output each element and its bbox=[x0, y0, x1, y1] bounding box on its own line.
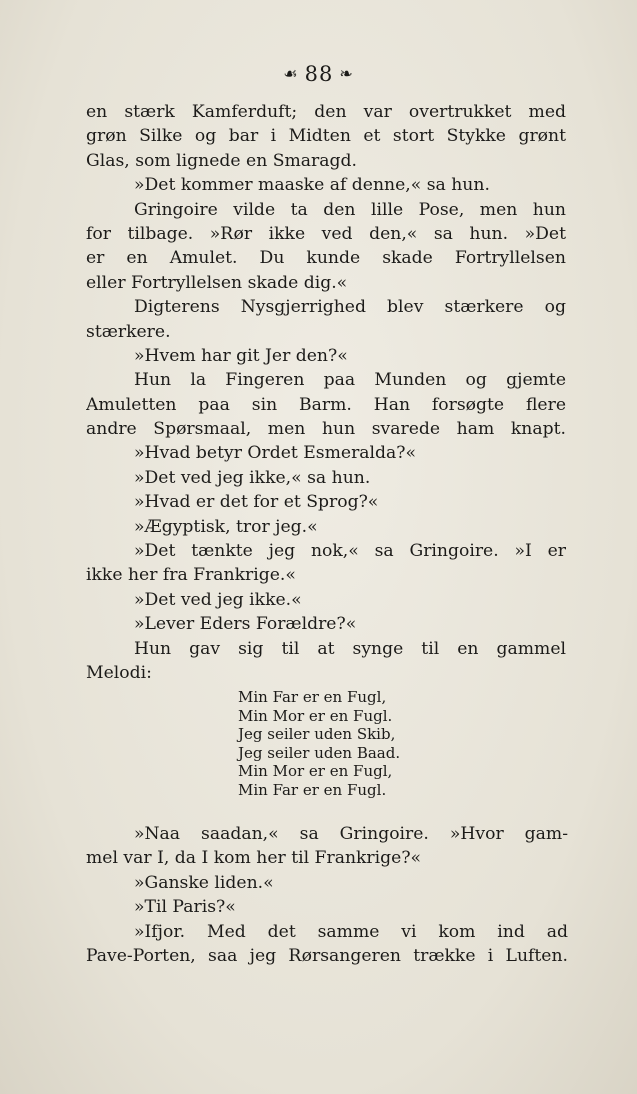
text-line: Melodi: bbox=[86, 662, 152, 683]
page-number: 88 bbox=[304, 62, 334, 86]
text-line: Pave-Porten, saa jeg Rørsangeren trække i Luften. bbox=[86, 945, 568, 966]
text-line: andre Spørsmaal, men hun svarede ham knapt. bbox=[86, 419, 566, 440]
text-line: for tilbage. »Rør ikke ved den,« sa hun. »Det bbox=[86, 223, 566, 244]
poem-line: Min Mor er en Fugl, bbox=[238, 762, 393, 781]
text-line: »Hvad betyr Ordet Esmeralda?« bbox=[134, 443, 417, 464]
text-line: »Det ved jeg ikke,« sa hun. bbox=[134, 467, 371, 488]
text-line: »Lever Eders Forældre?« bbox=[134, 614, 357, 635]
text-line: Glas, som lignede en Smaragd. bbox=[86, 150, 357, 171]
text-line: »Hvem har git Jer den?« bbox=[134, 345, 348, 366]
text-line: grøn Silke og bar i Midten et stort Stykke grønt bbox=[86, 126, 566, 147]
text-line: »Ifjor. Med det samme vi kom ind ad bbox=[134, 921, 568, 942]
text-line: »Det ved jeg ikke.« bbox=[134, 589, 302, 610]
text-line: »Hvad er det for et Sprog?« bbox=[134, 492, 379, 513]
body-text-lower bbox=[86, 822, 568, 968]
text-line: er en Amulet. Du kunde skade Fortryllelsen bbox=[86, 248, 566, 269]
poem-line: Min Mor er en Fugl. bbox=[238, 706, 393, 725]
body-text-upper bbox=[86, 100, 566, 685]
ornament-right-icon: ❧ bbox=[339, 64, 354, 83]
text-line: ikke her fra Frankrige.« bbox=[86, 565, 296, 586]
text-line: Hun la Fingeren paa Munden og gjemte bbox=[134, 370, 566, 391]
text-line: »Ganske liden.« bbox=[134, 872, 274, 893]
poem-line: Min Far er en Fugl, bbox=[238, 688, 387, 706]
text-line: »Det kommer maaske af denne,« sa hun. bbox=[134, 175, 490, 196]
ornament-left-icon: ☙ bbox=[283, 64, 299, 83]
text-line: Digterens Nysgjerrighed blev stærkere og bbox=[134, 297, 566, 318]
poem-line: Min Far er en Fugl. bbox=[238, 780, 387, 799]
text-line: stærkere. bbox=[86, 321, 171, 342]
poem-block bbox=[238, 688, 400, 800]
text-line: eller Fortryllelsen skade dig.« bbox=[86, 272, 348, 293]
text-line: »Naa saadan,« sa Gringoire. »Hvor gam- bbox=[134, 824, 568, 844]
page-header bbox=[0, 62, 637, 86]
text-line: mel var I, da I kom her til Frankrige?« bbox=[86, 848, 422, 869]
text-line: Hun gav sig til at synge til en gammel bbox=[134, 638, 566, 659]
poem-line: Jeg seiler uden Baad. bbox=[238, 743, 401, 762]
poem-line: Jeg seiler uden Skib, bbox=[238, 725, 396, 744]
text-line: Gringoire vilde ta den lille Pose, men hun bbox=[134, 199, 566, 220]
text-line: »Til Paris?« bbox=[134, 897, 236, 918]
text-line: »Det tænkte jeg nok,« sa Gringoire. »I er bbox=[134, 541, 566, 562]
text-line: Amuletten paa sin Barm. Han forsøgte flere bbox=[86, 394, 566, 415]
text-line: en stærk Kamferduft; den var overtrukket med bbox=[86, 102, 566, 122]
text-line: »Ægyptisk, tror jeg.« bbox=[134, 516, 318, 537]
